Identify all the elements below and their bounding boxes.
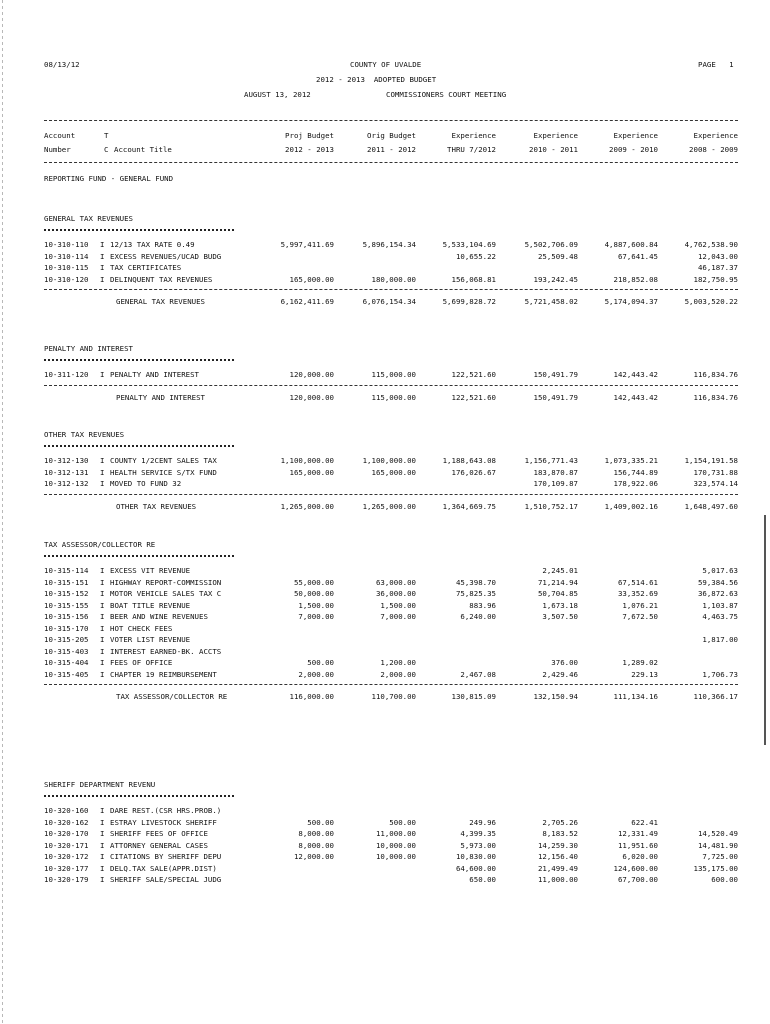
amount-cell: 4,399.35	[460, 829, 496, 838]
table-row	[0, 852, 770, 863]
amount-cell: 165,000.00	[289, 467, 334, 477]
table-row	[0, 612, 770, 623]
amount-cell: 142,443.42	[613, 370, 658, 379]
table-row	[0, 578, 770, 589]
account-title: ATTORNEY GENERAL CASES	[110, 840, 208, 850]
account-number: 10-315-156	[44, 612, 89, 621]
table-row	[0, 670, 770, 681]
subtotal-amount: 115,000.00	[371, 392, 416, 402]
amount-cell: 1,673.18	[542, 600, 578, 610]
amount-cell: 165,000.00	[371, 467, 416, 477]
amount-cell: 67,700.00	[617, 875, 658, 884]
section-title: SHERIFF DEPARTMENT REVENU	[44, 780, 156, 789]
account-number: 10-315-403	[44, 646, 89, 656]
table-row	[0, 589, 770, 600]
section-title: PENALTY AND INTEREST	[44, 344, 133, 353]
amount-cell: 1,076.21	[622, 600, 658, 610]
subtotal-amount: 142,443.42	[613, 392, 658, 402]
account-title: 12/13 TAX RATE 0.49	[110, 240, 195, 249]
col-exp-2009-1: Experience	[613, 131, 658, 140]
section-heading	[0, 344, 770, 355]
account-number: 10-315-405	[44, 669, 89, 679]
subtotal-amount: 5,174,094.37	[604, 297, 658, 306]
amount-cell: 5,973.00	[460, 840, 496, 850]
subtotal-rule	[44, 494, 738, 495]
county-name: COUNTY OF UVALDE	[350, 60, 422, 69]
account-title: DELINQUENT TAX REVENUES	[110, 274, 213, 284]
type-code: I	[100, 806, 105, 815]
type-code: I	[100, 274, 105, 284]
type-code: I	[100, 840, 105, 850]
type-code: I	[100, 240, 105, 249]
col-orig-budget-1: Orig Budget	[367, 131, 416, 140]
amount-cell: 500.00	[307, 817, 334, 827]
table-row	[0, 647, 770, 658]
amount-cell: 156,744.89	[613, 467, 658, 477]
amount-cell: 45,398.70	[455, 577, 496, 587]
table-row	[0, 829, 770, 840]
type-code: I	[100, 623, 105, 633]
col-exp-2009-2: 2009 - 2010	[609, 145, 658, 154]
amount-cell: 156,068.81	[451, 274, 496, 284]
col-exp-2008-1: Experience	[693, 131, 738, 140]
amount-cell: 5,896,154.34	[362, 240, 416, 249]
amount-cell: 1,200.00	[380, 658, 416, 667]
table-row	[0, 456, 770, 467]
amount-cell: 500.00	[389, 817, 416, 827]
type-code: I	[100, 658, 105, 667]
amount-cell: 600.00	[711, 875, 738, 884]
col-title: Account Title	[114, 145, 172, 154]
section-heading	[0, 540, 770, 551]
amount-cell: 10,830.00	[455, 852, 496, 861]
subtotal-amount: 6,162,411.69	[280, 297, 334, 306]
section-underline	[44, 445, 234, 447]
col-proj-budget-1: Proj Budget	[285, 131, 334, 140]
amount-cell: 2,467.08	[460, 669, 496, 679]
amount-cell: 33,352.69	[617, 589, 658, 598]
amount-cell: 183,870.87	[533, 467, 578, 477]
subtotal-amount: 1,648,497.60	[684, 501, 738, 511]
amount-cell: 115,000.00	[371, 370, 416, 379]
type-code: I	[100, 566, 105, 575]
amount-cell: 6,240.00	[460, 612, 496, 621]
amount-cell: 1,817.00	[702, 635, 738, 644]
type-code: I	[100, 635, 105, 644]
subtotal-amount: 110,700.00	[371, 692, 416, 701]
amount-cell: 150,491.79	[533, 370, 578, 379]
amount-cell: 7,672.50	[622, 612, 658, 621]
subtotal-amount: 116,834.76	[693, 392, 738, 402]
account-number: 10-320-160	[44, 806, 89, 815]
amount-cell: 8,183.52	[542, 829, 578, 838]
table-row	[0, 818, 770, 829]
account-title: ESTRAY LIVESTOCK SHERIFF	[110, 817, 217, 827]
col-exp-2008-2: 2008 - 2009	[689, 145, 738, 154]
subtotal-amount: 130,815.09	[451, 692, 496, 701]
type-code: I	[100, 875, 105, 884]
amount-cell: 8,000.00	[298, 829, 334, 838]
header-rule-bottom	[44, 162, 738, 163]
amount-cell: 124,600.00	[613, 863, 658, 873]
subtotal-amount: 110,366.17	[693, 692, 738, 701]
amount-cell: 376.00	[551, 658, 578, 667]
table-row	[0, 479, 770, 490]
amount-cell: 55,000.00	[293, 577, 334, 587]
table-row	[0, 875, 770, 886]
amount-cell: 883.96	[469, 600, 496, 610]
table-row	[0, 240, 770, 251]
col-orig-budget-2: 2011 - 2012	[367, 145, 416, 154]
account-number: 10-310-120	[44, 274, 89, 284]
table-row	[0, 864, 770, 875]
type-code: I	[100, 863, 105, 873]
amount-cell: 249.96	[469, 817, 496, 827]
table-row	[0, 468, 770, 479]
amount-cell: 36,872.63	[697, 589, 738, 598]
amount-cell: 1,156,771.43	[524, 456, 578, 465]
section-underline	[44, 229, 234, 231]
table-row	[0, 263, 770, 274]
amount-cell: 1,154,191.58	[684, 456, 738, 465]
amount-cell: 5,502,706.09	[524, 240, 578, 249]
type-code: I	[100, 600, 105, 610]
account-title: SHERIFF SALE/SPECIAL JUDG	[110, 875, 222, 884]
amount-cell: 12,331.49	[617, 829, 658, 838]
subtotal-row	[0, 692, 770, 703]
subtotal-amount: 5,721,458.02	[524, 297, 578, 306]
amount-cell: 50,000.00	[293, 589, 334, 598]
table-row	[0, 658, 770, 669]
account-title: PENALTY AND INTEREST	[110, 370, 199, 379]
page-label: PAGE	[698, 60, 716, 69]
account-number: 10-312-131	[44, 467, 89, 477]
table-row	[0, 566, 770, 577]
col-t-1: T	[104, 131, 109, 140]
amount-cell: 2,705.26	[542, 817, 578, 827]
account-title: FEES OF OFFICE	[110, 658, 173, 667]
amount-cell: 5,997,411.69	[280, 240, 334, 249]
account-title: CITATIONS BY SHERIFF DEPU	[110, 852, 222, 861]
account-title: COUNTY 1/2CENT SALES TAX	[110, 456, 217, 465]
amount-cell: 71,214.94	[537, 577, 578, 587]
subtotal-row	[0, 297, 770, 308]
amount-cell: 1,188,643.08	[442, 456, 496, 465]
amount-cell: 1,073,335.21	[604, 456, 658, 465]
account-number: 10-310-110	[44, 240, 89, 249]
type-code: I	[100, 852, 105, 861]
amount-cell: 1,706.73	[702, 669, 738, 679]
col-t-2: C	[104, 145, 109, 154]
type-code: I	[100, 479, 105, 488]
table-row	[0, 370, 770, 381]
account-number: 10-320-171	[44, 840, 89, 850]
section-heading	[0, 214, 770, 225]
amount-cell: 11,000.00	[537, 875, 578, 884]
amount-cell: 14,481.90	[697, 840, 738, 850]
header-rule-top	[44, 120, 738, 121]
amount-cell: 10,000.00	[375, 852, 416, 861]
subtotal-amount: 132,150.94	[533, 692, 578, 701]
account-title: DELQ.TAX SALE(APPR.DIST)	[110, 863, 217, 873]
account-number: 10-315-404	[44, 658, 89, 667]
subtotal-amount: 1,265,000.00	[362, 501, 416, 511]
section-title: GENERAL TAX REVENUES	[44, 214, 133, 223]
account-number: 10-311-120	[44, 370, 89, 379]
subtotal-rule	[44, 385, 738, 386]
amount-cell: 2,000.00	[298, 669, 334, 679]
amount-cell: 122,521.60	[451, 370, 496, 379]
type-code: I	[100, 612, 105, 621]
meeting-date: AUGUST 13, 2012	[244, 90, 311, 99]
account-title: DARE REST.(CSR HRS.PROB.)	[110, 806, 222, 815]
col-proj-budget-2: 2012 - 2013	[285, 145, 334, 154]
amount-cell: 622.41	[631, 817, 658, 827]
table-row	[0, 275, 770, 286]
amount-cell: 5,017.63	[702, 566, 738, 575]
type-code: I	[100, 467, 105, 477]
amount-cell: 6,020.00	[622, 852, 658, 861]
subtotal-amount: 5,699,828.72	[442, 297, 496, 306]
amount-cell: 1,289.02	[622, 658, 658, 667]
amount-cell: 1,103.87	[702, 600, 738, 610]
amount-cell: 1,500.00	[298, 600, 334, 610]
amount-cell: 4,463.75	[702, 612, 738, 621]
account-title: EXCESS VIT REVENUE	[110, 566, 191, 575]
table-row	[0, 601, 770, 612]
account-number: 10-320-177	[44, 863, 89, 873]
account-title: SHERIFF FEES OF OFFICE	[110, 829, 208, 838]
subtotal-amount: 1,265,000.00	[280, 501, 334, 511]
type-code: I	[100, 646, 105, 656]
account-number: 10-312-130	[44, 456, 89, 465]
amount-cell: 165,000.00	[289, 274, 334, 284]
amount-cell: 182,750.95	[693, 274, 738, 284]
amount-cell: 193,242.45	[533, 274, 578, 284]
account-title: EXCESS REVENUES/UCAD BUDG	[110, 251, 222, 261]
amount-cell: 11,000.00	[375, 829, 416, 838]
account-number: 10-310-114	[44, 251, 89, 261]
account-number: 10-320-162	[44, 817, 89, 827]
meeting-title: COMMISSIONERS COURT MEETING	[386, 90, 507, 99]
account-number: 10-315-114	[44, 566, 89, 575]
account-title: CHAPTER 19 REIMBURSEMENT	[110, 669, 217, 679]
account-number: 10-315-151	[44, 577, 89, 587]
amount-cell: 21,499.49	[537, 863, 578, 873]
subtotal-label: PENALTY AND INTEREST	[116, 392, 205, 402]
account-title: VOTER LIST REVENUE	[110, 635, 191, 644]
amount-cell: 59,384.56	[697, 577, 738, 587]
amount-cell: 218,852.08	[613, 274, 658, 284]
amount-cell: 1,500.00	[380, 600, 416, 610]
amount-cell: 14,259.30	[537, 840, 578, 850]
subtotal-amount: 1,364,669.75	[442, 501, 496, 511]
amount-cell: 10,000.00	[375, 840, 416, 850]
subtotal-label: GENERAL TAX REVENUES	[116, 297, 205, 306]
type-code: I	[100, 263, 105, 272]
fund-title: REPORTING FUND - GENERAL FUND	[44, 174, 174, 183]
account-title: HEALTH SERVICE S/TX FUND	[110, 467, 217, 477]
type-code: I	[100, 817, 105, 827]
subtotal-amount: 111,134.16	[613, 692, 658, 701]
section-title: TAX ASSESSOR/COLLECTOR RE	[44, 540, 156, 549]
col-account-1: Account	[44, 131, 76, 140]
section-underline	[44, 359, 234, 361]
amount-cell: 2,000.00	[380, 669, 416, 679]
col-account-2: Number	[44, 145, 71, 154]
account-number: 10-310-115	[44, 263, 89, 272]
section-heading	[0, 430, 770, 441]
amount-cell: 5,533,104.69	[442, 240, 496, 249]
account-title: HOT CHECK FEES	[110, 623, 173, 633]
subtotal-amount: 5,003,520.22	[684, 297, 738, 306]
amount-cell: 2,429.46	[542, 669, 578, 679]
amount-cell: 10,655.22	[455, 251, 496, 261]
amount-cell: 4,887,600.84	[604, 240, 658, 249]
account-number: 10-315-170	[44, 623, 89, 633]
account-title: BOAT TITLE REVENUE	[110, 600, 191, 610]
amount-cell: 12,000.00	[293, 852, 334, 861]
type-code: I	[100, 370, 105, 379]
amount-cell: 11,951.60	[617, 840, 658, 850]
subtotal-rule	[44, 684, 738, 685]
page-number: 1	[729, 60, 734, 69]
subtotal-label: OTHER TAX REVENUES	[116, 501, 197, 511]
table-row	[0, 624, 770, 635]
page-indicator	[698, 60, 734, 71]
account-title: HIGHWAY REPORT-COMMISSION	[110, 577, 222, 587]
amount-cell: 7,000.00	[298, 612, 334, 621]
amount-cell: 229.13	[631, 669, 658, 679]
type-code: I	[100, 251, 105, 261]
col-exp-2010-2: 2010 - 2011	[529, 145, 578, 154]
amount-cell: 2,245.01	[542, 566, 578, 575]
type-code: I	[100, 456, 105, 465]
amount-cell: 67,514.61	[617, 577, 658, 587]
amount-cell: 63,000.00	[375, 577, 416, 587]
type-code: I	[100, 577, 105, 587]
account-title: MOVED TO FUND 32	[110, 479, 182, 488]
subtotal-amount: 120,000.00	[289, 392, 334, 402]
account-number: 10-320-179	[44, 875, 89, 884]
amount-cell: 25,509.48	[537, 251, 578, 261]
table-row	[0, 841, 770, 852]
amount-cell: 46,187.37	[697, 263, 738, 272]
amount-cell: 170,731.88	[693, 467, 738, 477]
table-row	[0, 635, 770, 646]
amount-cell: 135,175.00	[693, 863, 738, 873]
col-exp-2010-1: Experience	[533, 131, 578, 140]
account-title: MOTOR VEHICLE SALES TAX C	[110, 589, 222, 598]
amount-cell: 75,825.35	[455, 589, 496, 598]
amount-cell: 323,574.14	[693, 479, 738, 488]
amount-cell: 8,000.00	[298, 840, 334, 850]
amount-cell: 4,762,538.90	[684, 240, 738, 249]
table-row	[0, 252, 770, 263]
amount-cell: 12,043.00	[697, 251, 738, 261]
subtotal-amount: 150,491.79	[533, 392, 578, 402]
table-row	[0, 806, 770, 817]
amount-cell: 180,000.00	[371, 274, 416, 284]
subtotal-amount: 1,409,002.16	[604, 501, 658, 511]
account-number: 10-315-152	[44, 589, 89, 598]
account-number: 10-320-170	[44, 829, 89, 838]
section-underline	[44, 555, 234, 557]
budget-title: 2012 - 2013 ADOPTED BUDGET	[316, 75, 437, 84]
section-underline	[44, 795, 234, 797]
subtotal-label: TAX ASSESSOR/COLLECTOR RE	[116, 692, 228, 701]
amount-cell: 7,725.00	[702, 852, 738, 861]
subtotal-amount: 1,510,752.17	[524, 501, 578, 511]
account-title: INTEREST EARNED-BK. ACCTS	[110, 646, 222, 656]
amount-cell: 3,507.50	[542, 612, 578, 621]
type-code: I	[100, 829, 105, 838]
account-number: 10-320-172	[44, 852, 89, 861]
amount-cell: 500.00	[307, 658, 334, 667]
subtotal-rule	[44, 289, 738, 290]
amount-cell: 64,600.00	[455, 863, 496, 873]
amount-cell: 116,834.76	[693, 370, 738, 379]
account-title: BEER AND WINE REVENUES	[110, 612, 208, 621]
subtotal-amount: 122,521.60	[451, 392, 496, 402]
report-date: 08/13/12	[44, 60, 80, 69]
amount-cell: 170,109.87	[533, 479, 578, 488]
account-number: 10-315-205	[44, 635, 89, 644]
col-exp-thru-1: Experience	[451, 131, 496, 140]
section-heading	[0, 780, 770, 791]
amount-cell: 650.00	[469, 875, 496, 884]
subtotal-row	[0, 502, 770, 513]
account-title: TAX CERTIFICATES	[110, 263, 182, 272]
amount-cell: 14,520.49	[697, 829, 738, 838]
amount-cell: 1,100,000.00	[362, 456, 416, 465]
col-exp-thru-2: THRU 7/2012	[447, 145, 496, 154]
account-number: 10-312-132	[44, 479, 89, 488]
amount-cell: 120,000.00	[289, 370, 334, 379]
subtotal-amount: 6,076,154.34	[362, 297, 416, 306]
type-code: I	[100, 669, 105, 679]
amount-cell: 36,000.00	[375, 589, 416, 598]
amount-cell: 50,704.85	[537, 589, 578, 598]
subtotal-row	[0, 393, 770, 404]
amount-cell: 1,100,000.00	[280, 456, 334, 465]
amount-cell: 12,156.40	[537, 852, 578, 861]
amount-cell: 176,026.67	[451, 467, 496, 477]
section-title: OTHER TAX REVENUES	[44, 430, 125, 439]
type-code: I	[100, 589, 105, 598]
amount-cell: 67,641.45	[617, 251, 658, 261]
amount-cell: 7,000.00	[380, 612, 416, 621]
amount-cell: 178,922.06	[613, 479, 658, 488]
subtotal-amount: 116,000.00	[289, 692, 334, 701]
account-number: 10-315-155	[44, 600, 89, 610]
